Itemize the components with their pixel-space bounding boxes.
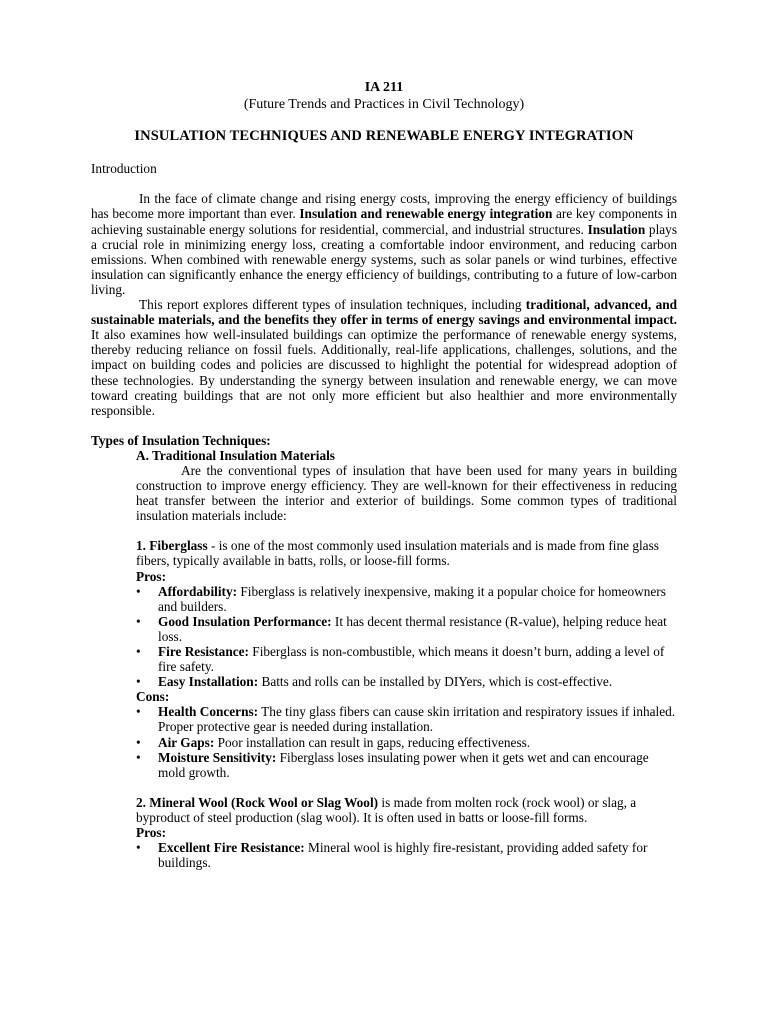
course-code: IA 211 bbox=[364, 80, 404, 95]
item-text: Batts and rolls can be installed by DIYers, which is cost-effective. bbox=[258, 674, 613, 690]
item-label: Fire Resistance: bbox=[158, 644, 249, 659]
item-label: Excellent Fire Resistance: bbox=[158, 840, 305, 856]
intro-p1-bold-b: Insulation bbox=[587, 221, 646, 237]
item-label: Air Gaps: bbox=[158, 734, 215, 750]
mineral-wool-intro bbox=[136, 795, 677, 825]
bullet-glyph: • bbox=[136, 613, 141, 629]
list-item bbox=[136, 735, 677, 750]
intro-p2-bold: traditional, advanced, and sustainable materials, and the benefits they offer in terms of energy savings and environmental impact. bbox=[91, 297, 678, 328]
list-item bbox=[136, 674, 677, 689]
item-text: Mineral wool is highly fire-resistant, providing added safety for buildings. bbox=[158, 840, 648, 871]
mineral-wool-desc: is made from molten rock (rock wool) or slag, a byproduct of steel production (slag wool). It is often used in batts or loose-fill forms. bbox=[136, 794, 637, 825]
item-text: Fiberglass loses insulating power when it gets wet and can encourage mold growth. bbox=[158, 749, 649, 780]
item-label: Affordability: bbox=[158, 583, 238, 599]
list-item bbox=[136, 750, 677, 780]
mineral-wool-pros-list bbox=[136, 840, 677, 870]
list-item bbox=[136, 704, 677, 734]
intro-p2-text-b: It also examines how well-insulated buildings can optimize the performance of renewable energy systems, thereby reducing reliance on fossil fuels. Additionally, real-life applications, challenges, solutions, and the impact on building codes and policies are discussed to highlight the potential for widespread adoption of these technologies. By understanding the synergy between insulation and renewable energy, we can move toward creating buildings that are not only more efficient but also healthier and more environmentally responsible. bbox=[91, 327, 677, 418]
traditional-paragraph: Are the conventional types of insulation that have been used for many years in building construction to improve energy efficiency. They are well-known for their effectiveness in reducing heat transfer between the interior and exterior of buildings. Some common types of traditional insulation materials include: bbox=[136, 462, 677, 524]
intro-p1-bold-a: Insulation and renewable energy integration bbox=[299, 206, 553, 222]
mineral-wool-pros-label: Pros: bbox=[136, 825, 167, 841]
intro-p1-text-c: plays a crucial role in minimizing energy loss, creating a comfortable indoor environment, and reducing carbon emissions. When combined with renewable energy systems, such as solar panels or wind turbines, effective insulation can significantly enhance the energy efficiency of buildings, contributing to a future of low-carbon living. bbox=[91, 221, 677, 297]
bullet-glyph: • bbox=[136, 749, 141, 765]
introduction-heading: Introduction bbox=[91, 161, 157, 177]
traditional-heading: A. Traditional Insulation Materials bbox=[136, 447, 335, 463]
list-item bbox=[136, 840, 677, 870]
traditional-section bbox=[136, 448, 677, 523]
intro-p1-text-b: are key components in achieving sustainable energy solutions for residential, commercial, and industrial structures. bbox=[91, 206, 677, 237]
list-item bbox=[136, 584, 677, 614]
bullet-glyph: • bbox=[136, 734, 141, 750]
item-text: The tiny glass fibers can cause skin irritation and respiratory issues if inhaled. Proper protective gear is needed during installation. bbox=[158, 704, 676, 735]
intro-paragraph-2 bbox=[91, 297, 677, 418]
bullet-glyph: • bbox=[136, 674, 141, 690]
types-heading: Types of Insulation Techniques: bbox=[91, 432, 271, 448]
fiberglass-intro bbox=[136, 538, 677, 568]
item-text: Poor installation can result in gaps, reducing effectiveness. bbox=[214, 734, 531, 750]
mineral-wool-section bbox=[136, 795, 677, 870]
fiberglass-pros-list bbox=[136, 584, 677, 690]
bullet-glyph: • bbox=[136, 583, 141, 599]
bullet-glyph: • bbox=[136, 644, 141, 659]
list-item bbox=[136, 644, 677, 674]
item-label: Good Insulation Performance: bbox=[158, 613, 332, 629]
intro-p2-text-a: This report explores different types of insulation techniques, including bbox=[139, 297, 526, 313]
item-label: Moisture Sensitivity: bbox=[158, 749, 277, 765]
intro-p1-text-a: In the face of climate change and rising energy costs, improving the energy efficiency of buildings has become more important than ever. bbox=[91, 191, 677, 222]
fiberglass-desc: - is one of the most commonly used insulation materials and is made from fine glass fibers, typically available in batts, rolls, or loose-fill forms. bbox=[136, 538, 659, 569]
item-label: Easy Installation: bbox=[158, 674, 259, 690]
item-text: Fiberglass is relatively inexpensive, making it a popular choice for homeowners and builders. bbox=[158, 583, 666, 614]
bullet-glyph: • bbox=[136, 840, 141, 856]
mineral-wool-title: 2. Mineral Wool (Rock Wool or Slag Wool) bbox=[136, 794, 379, 810]
item-text: It has decent thermal resistance (R-value), helping reduce heat loss. bbox=[158, 613, 667, 644]
fiberglass-section bbox=[136, 538, 677, 780]
fiberglass-title: 1. Fiberglass bbox=[136, 538, 208, 554]
list-item bbox=[136, 614, 677, 644]
item-text: Fiberglass is non-combustible, which means it doesn’t burn, adding a level of fire safety. bbox=[158, 644, 665, 675]
course-name: (Future Trends and Practices in Civil Technology) bbox=[243, 97, 525, 113]
fiberglass-pros-label: Pros: bbox=[136, 568, 167, 584]
intro-paragraph-1 bbox=[91, 191, 677, 297]
fiberglass-cons-label: Cons: bbox=[136, 689, 170, 705]
item-label: Health Concerns: bbox=[158, 704, 259, 720]
bullet-glyph: • bbox=[136, 704, 141, 720]
document-title: INSULATION TECHNIQUES AND RENEWABLE ENERGY INTEGRATION bbox=[134, 128, 634, 145]
fiberglass-cons-list bbox=[136, 704, 677, 779]
